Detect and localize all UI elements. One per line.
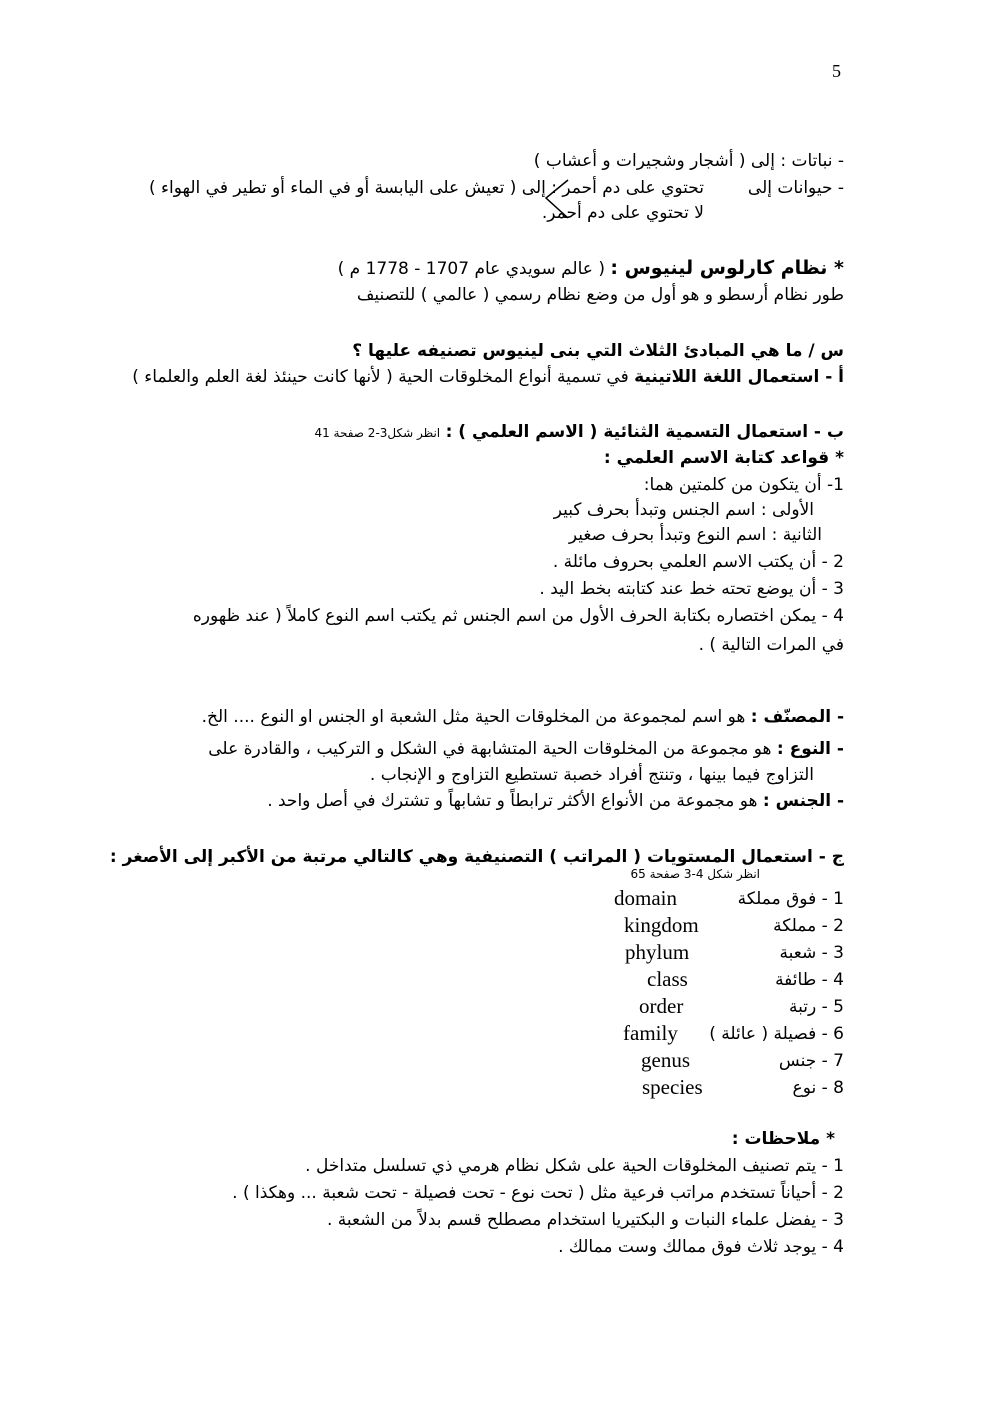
level-num: 6 -: [821, 1024, 844, 1044]
rule-3: 3 - أن يوضع تحته خط عند كتابته بخط اليد .: [539, 579, 844, 599]
page-number: 5: [832, 61, 841, 81]
rule-4: 4 - يمكن اختصاره بكتابة الحرف الأول من اسم الجنس ثم يكتب اسم النوع كاملاً ( عند ظهوره: [192, 606, 844, 626]
question-text: س / ما هي المبادئ الثلاث التي بنى لينيوس تصنيفه عليها ؟: [352, 341, 844, 361]
answer-b-title: ب - استعمال التسمية الثنائية ( الاسم العلمي ) :: [445, 422, 844, 442]
def-species-text: هو مجموعة من المخلوقات الحية المتشابهة في الشكل و التركيب ، والقادرة على: [208, 739, 772, 759]
linnaeus-desc: طور نظام أرسطو و هو أول من وضع نظام رسمي ( عالمي ) للتصنيف: [356, 285, 844, 305]
level-ar: فوق مملكة: [737, 889, 817, 909]
def-species-term: - النوع :: [776, 739, 844, 759]
rule-1-first: الأولى : اسم الجنس وتبدأ بحرف كبير: [553, 500, 814, 520]
levels-ref: انظر شكل 4-3 صفحة 65: [630, 867, 760, 881]
level-en: genus: [641, 1048, 690, 1072]
level-row: [789, 994, 844, 1020]
level-ar: جنس: [778, 1051, 817, 1071]
note-3: 3 - يفضل علماء النبات و البكتيريا استخدام مصطلح قسم بدلاً من الشعبة .: [326, 1210, 844, 1230]
level-en: domain: [614, 886, 677, 910]
animals-no-red-blood: لا تحتوي على دم أحمر.: [541, 203, 704, 223]
def-species: [208, 738, 844, 760]
notes-heading-text: * ملاحظات :: [731, 1129, 835, 1149]
note-4: 4 - يوجد ثلاث فوق ممالك وست ممالك .: [558, 1237, 844, 1257]
rule-1-second: الثانية : اسم النوع وتبدأ بحرف صغير: [568, 525, 822, 545]
def-genus-term: - الجنس :: [762, 791, 844, 811]
level-ar: رتبة: [789, 997, 817, 1017]
level-en: kingdom: [624, 913, 699, 937]
def-taxon-text: هو اسم لمجموعة من المخلوقات الحية مثل الشعبة او الجنس او النوع .... الخ.: [201, 707, 746, 727]
level-num: 4 -: [821, 970, 844, 990]
levels-heading: [110, 846, 844, 868]
levels-heading-text: ج - استعمال المستويات ( المراتب ) التصنيفية وهي كالتالي مرتبة من الأكبر إلى الأصغر :: [109, 847, 844, 867]
animals-label: - حيوانات إلى: [747, 178, 844, 198]
level-row: [780, 940, 844, 966]
level-num: 5 -: [821, 997, 844, 1017]
answer-a-title: أ - استعمال اللغة اللاتينية: [634, 367, 844, 387]
level-row: [793, 1075, 844, 1101]
level-num: 7 -: [821, 1051, 844, 1071]
level-num: 2 -: [821, 916, 844, 936]
level-en: phylum: [625, 940, 690, 964]
linnaeus-dates: ( عالم سويدي عام 1707 - 1778 م ): [337, 259, 605, 279]
level-ar: طائفة: [775, 970, 817, 990]
notes-heading: [732, 1128, 835, 1150]
level-ar: شعبة: [779, 943, 817, 963]
level-row: [709, 1021, 844, 1047]
level-en: class: [647, 967, 688, 991]
level-row: [775, 967, 844, 993]
plants-line: - نباتات : إلى ( أشجار وشجيرات و أعشاب ): [533, 151, 844, 171]
level-row: [773, 913, 844, 939]
level-num: 1 -: [821, 889, 844, 909]
branch-bracket-icon: [540, 176, 570, 222]
level-ar: مملكة: [773, 916, 817, 936]
def-genus-text: هو مجموعة من الأنواع الأكثر ترابطاً و تشابهاً و تشترك في أصل واحد .: [267, 791, 758, 811]
rule-2: 2 - أن يكتب الاسم العلمي بحروف مائلة .: [552, 552, 844, 572]
answer-b: [314, 421, 844, 444]
linnaeus-title: * نظام كارلوس لينيوس :: [610, 257, 844, 279]
level-row: [738, 886, 844, 912]
def-genus: [267, 790, 844, 812]
level-en: family: [623, 1021, 678, 1045]
level-en: order: [639, 994, 684, 1018]
answer-a: [132, 366, 844, 388]
linnaeus-heading: [338, 257, 844, 280]
rules-heading-text: * قواعد كتابة الاسم العلمي :: [603, 448, 844, 468]
answer-b-ref: انظر شكل3-2 صفحة 41: [314, 426, 441, 440]
rule-1: 1- أن يتكون من كلمتين هما:: [643, 475, 844, 495]
level-num: 3 -: [821, 943, 844, 963]
def-taxon: [202, 706, 844, 728]
def-species-cont: التزاوج فيما بينها ، وتنتج أفراد خصبة تستطيع التزاوج و الإنجاب .: [369, 765, 814, 785]
level-ar: نوع: [792, 1078, 817, 1098]
level-en: species: [642, 1075, 703, 1099]
def-taxon-term: - المصنّف :: [750, 707, 844, 727]
level-num: 8 -: [821, 1078, 844, 1098]
rule-4-cont: في المرات التالية ) .: [698, 635, 844, 655]
note-1: 1 - يتم تصنيف المخلوقات الحية على شكل نظام هرمي ذي تسلسل متداخل .: [305, 1156, 844, 1176]
level-ar: فصيلة ( عائلة ): [709, 1024, 817, 1044]
answer-a-text: في تسمية أنواع المخلوقات الحية ( لأنها كانت حينئذ لغة العلم والعلماء ): [132, 367, 629, 387]
note-2: 2 - أحياناً تستخدم مراتب فرعية مثل ( تحت نوع - تحت فصيلة - تحت شعبة ... وهكذا ) .: [232, 1183, 844, 1203]
animals-red-blood: تحتوي على دم أحمر : إلى ( تعيش على اليابسة أو في الماء أو تطير في الهواء ): [148, 178, 704, 198]
level-row: [779, 1048, 844, 1074]
rules-heading: [604, 447, 844, 469]
question-line: [352, 340, 844, 362]
